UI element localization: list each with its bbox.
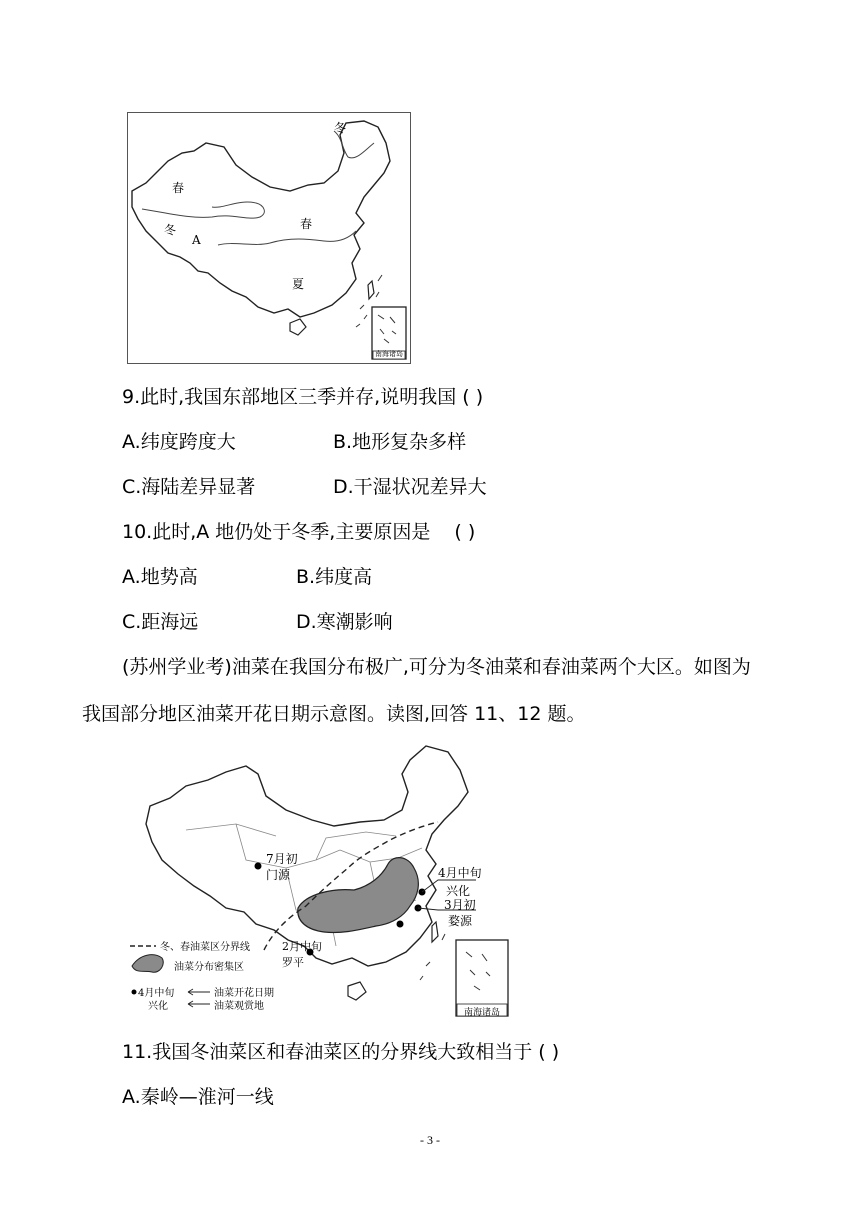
q10-answer-paren: ( )	[454, 521, 476, 543]
map2-hainan	[348, 982, 366, 1000]
map1-label-a: A	[192, 233, 201, 247]
map2-point-menyuan	[255, 863, 262, 870]
q9-option-a: A.纬度跨度大	[122, 431, 236, 453]
map2-legend-boundary: 冬、春油菜区分界线	[160, 942, 250, 953]
q10-option-b: B.纬度高	[296, 566, 373, 588]
map2-legend-example-date: 4月中旬	[138, 988, 175, 999]
map1-label-winter-northeast: 冬	[334, 121, 347, 135]
map2-xinghua-place: 兴化	[446, 884, 471, 898]
q10-option-a: A.地势高	[122, 566, 198, 588]
map1-label-winter-west: 冬	[164, 223, 177, 237]
map2-menyuan-place: 门源	[266, 868, 291, 882]
map2-legend-blob	[132, 955, 163, 973]
map1-inset-label: 南海诸岛	[375, 350, 403, 358]
map2-legend-point	[132, 990, 137, 995]
map1-taiwan	[368, 281, 374, 299]
map1-label-spring-east: 春	[300, 217, 313, 231]
passage-line-1: (苏州学业考)油菜在我国分布极广,可分为冬油菜和春油菜两个大区。如图为	[122, 656, 751, 678]
map2-xinghua-date: 4月中旬	[438, 866, 482, 880]
q9-stem	[122, 385, 483, 409]
q11-stem	[122, 1040, 559, 1064]
map2-wuyuan-place: 婺源	[448, 914, 473, 928]
map2-luoping-date: 2月中旬	[282, 940, 322, 953]
q10-option-c: C.距海远	[122, 611, 199, 633]
map2-wuyuan-date: 3月初	[444, 898, 476, 912]
map2-inset-label: 南海诸岛	[463, 1008, 500, 1018]
map2-legend-arrow-1	[188, 989, 210, 995]
map1-svg	[128, 113, 412, 365]
map2-menyuan-date: 7月初	[266, 852, 298, 866]
passage-line-2: 我国部分地区油菜开花日期示意图。读图,回答 11、12 题。	[82, 703, 586, 725]
map2-legend-area: 油菜分布密集区	[174, 962, 244, 973]
map2-legend-example-place: 兴化	[148, 1001, 168, 1012]
q9-option-d: D.干湿状况差异大	[333, 476, 487, 498]
q10-stem-text: 10.此时,A 地仍处于冬季,主要原因是	[122, 521, 431, 543]
q9-option-c: C.海陆差异显著	[122, 476, 256, 498]
q11-answer-paren: ( )	[538, 1041, 560, 1063]
map1-label-spring-west: 春	[172, 181, 185, 195]
q9-option-b: B.地形复杂多样	[333, 431, 467, 453]
q9-answer-paren: ( )	[462, 386, 484, 408]
map1-figure	[127, 112, 411, 364]
map2-china-outline	[146, 746, 471, 966]
map1-china-outline	[132, 121, 390, 317]
map2-legend-place-desc: 油菜观赏地	[214, 1001, 264, 1012]
map1-label-summer: 夏	[292, 277, 305, 291]
q11-stem-text: 11.我国冬油菜区和春油菜区的分界线大致相当于	[122, 1041, 533, 1063]
q9-stem-text: 9.此时,我国东部地区三季并存,说明我国	[122, 386, 457, 408]
map2-point-wuyuan-2	[397, 921, 404, 928]
map2-legend-date-desc: 油菜开花日期	[214, 988, 274, 999]
map2-taiwan	[432, 922, 438, 942]
map1-hainan	[290, 319, 306, 335]
map2-legend-arrow-2	[188, 1001, 210, 1007]
map2-figure	[126, 740, 512, 1018]
q10-option-d: D.寒潮影响	[296, 611, 393, 633]
map2-luoping-place: 罗平	[282, 956, 304, 969]
q11-option-a: A.秦岭—淮河一线	[122, 1086, 274, 1108]
q10-stem	[122, 520, 475, 544]
page-number: - 3 -	[420, 1133, 440, 1147]
